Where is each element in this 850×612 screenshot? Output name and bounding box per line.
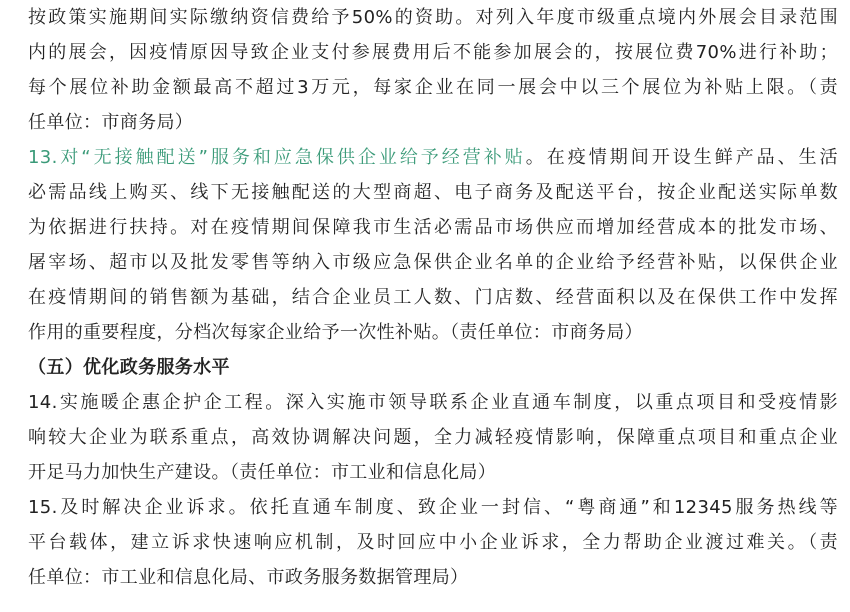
paragraph-line: 为依据进行扶持。对在疫情期间保障我市生活必需品市场供应而增加经营成本的批发市场、 (28, 217, 838, 238)
paragraph-line: 任单位：市工业和信息化局、市政务服务数据管理局） (28, 567, 469, 588)
paragraph-line: 内的展会，因疫情原因导致企业支付参展费用后不能参加展会的，按展位费70%进行补助； (28, 42, 838, 63)
paragraph-line: 任单位：市商务局） (28, 112, 194, 133)
paragraph-line: 按政策实施期间实际缴纳资信费给予50%的资助。对列入年度市级重点境内外展会目录范围 (28, 7, 838, 28)
paragraph-line: 在疫情期间的销售额为基础，结合企业员工人数、门店数、经营面积以及在保供工作中发挥 (28, 287, 838, 308)
item-13-first-line (28, 144, 838, 172)
paragraph-line: 15.及时解决企业诉求。依托直通车制度、致企业一封信、“粤商通”和12345服务热线等 (28, 497, 838, 518)
paragraph-line: 开足马力加快生产建设。（责任单位：市工业和信息化局） (28, 462, 497, 483)
paragraph-line: 作用的重要程度，分档次每家企业给予一次性补贴。（责任单位：市商务局） (28, 322, 643, 343)
paragraph-line: 响较大企业为联系重点，高效协调解决问题，全力减轻疫情影响，保障重点项目和重点企业 (28, 427, 838, 448)
paragraph-line: 必需品线上购买、线下无接触配送的大型商超、电子商务及配送平台，按企业配送实际单数 (28, 182, 838, 203)
item-13-heading: 13.对“无接触配送”服务和应急保供企业给予经营补贴 (28, 147, 526, 168)
item-13-first-line-rest: 。在疫情期间开设生鲜产品、生活 (525, 147, 838, 168)
paragraph-line: 平台载体，建立诉求快速响应机制，及时回应中小企业诉求，全力帮助企业渡过难关。（责 (28, 532, 838, 553)
paragraph-line: 屠宰场、超市以及批发零售等纳入市级应急保供企业名单的企业给予经营补贴，以保供企业 (28, 252, 838, 273)
paragraph-line: 14.实施暖企惠企护企工程。深入实施市领导联系企业直通车制度，以重点项目和受疫情影 (28, 392, 838, 413)
section-heading: （五）优化政务服务水平 (28, 357, 230, 378)
paragraph-line: 每个展位补助金额最高不超过3万元，每家企业在同一展会中以三个展位为补贴上限。（责 (28, 77, 838, 98)
